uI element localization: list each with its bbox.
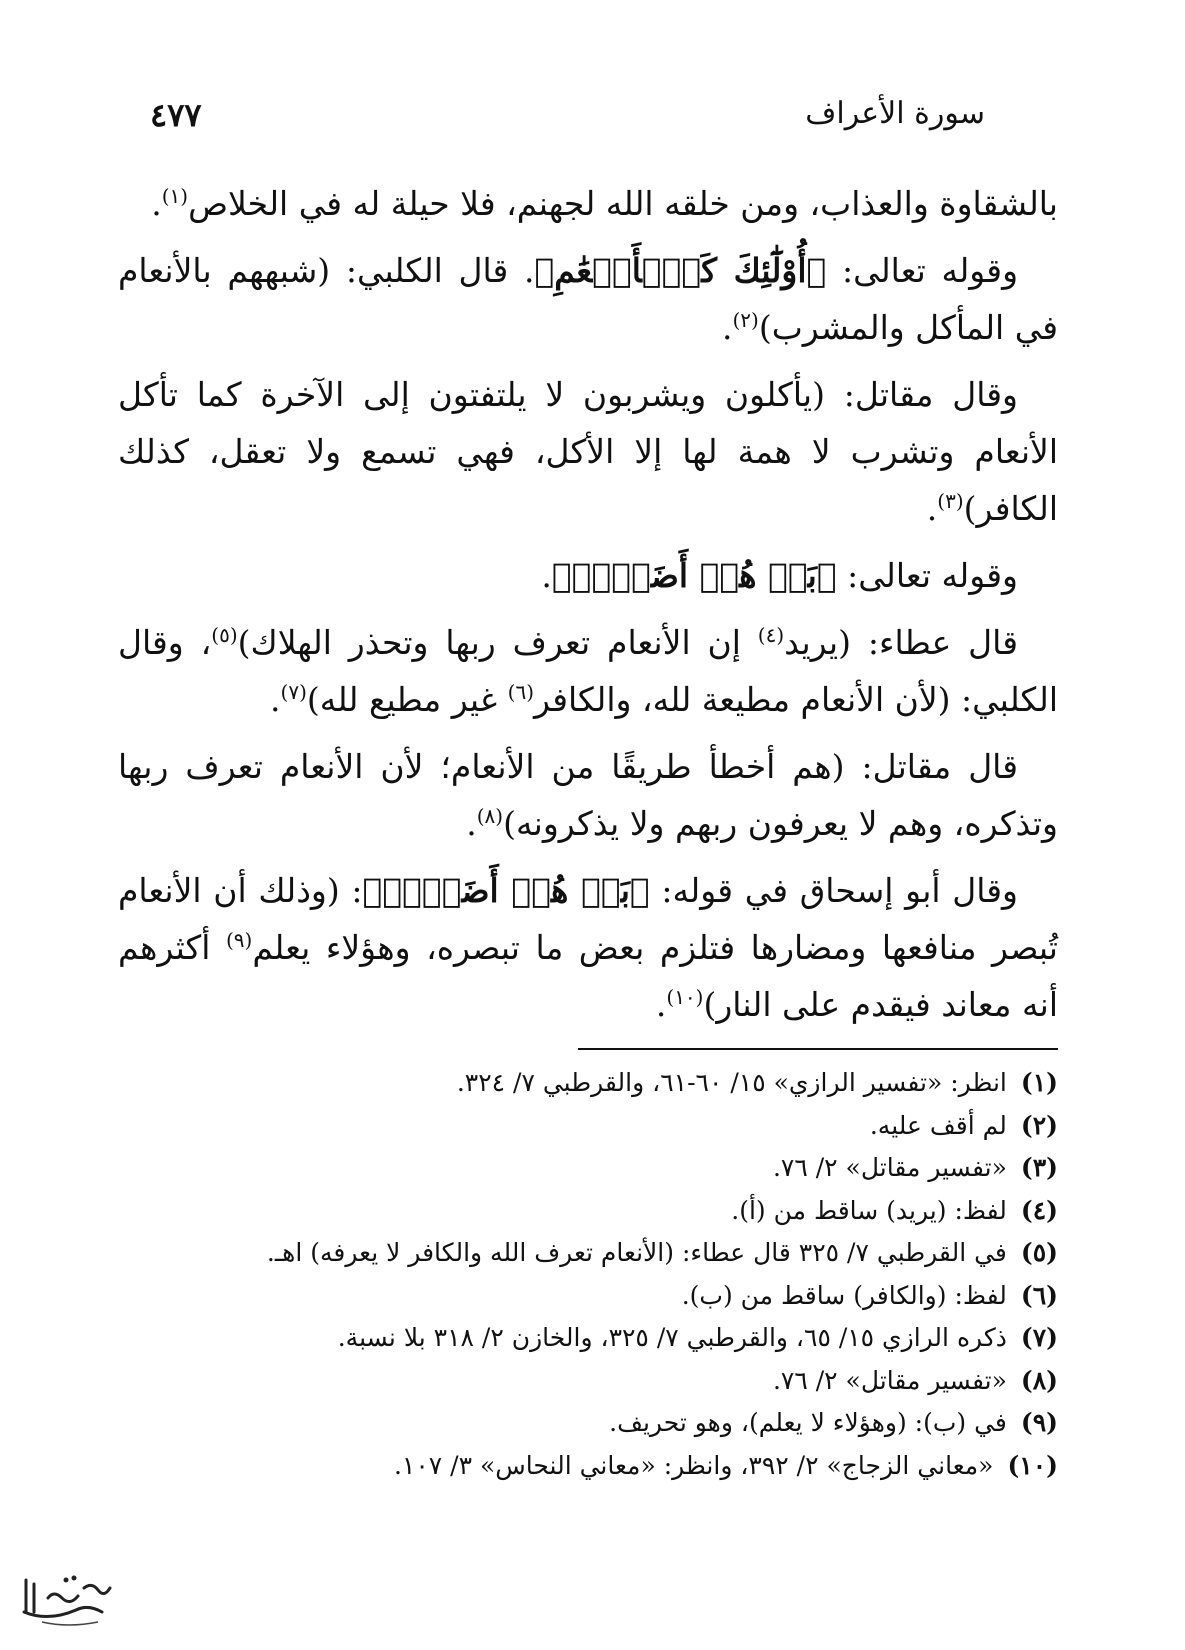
footnote-item — [118, 1445, 1058, 1488]
footnote-ref-9: (٩) — [225, 928, 253, 952]
footnote-number: (٨) — [1020, 1365, 1058, 1395]
text-span: وقوله تعالى: — [826, 251, 1019, 290]
footnote-number: (٦) — [1020, 1280, 1058, 1310]
calligraphy-logo-icon — [18, 1568, 118, 1630]
footnote-text: لفظ: (يريد) ساقط من (أ). — [731, 1195, 1007, 1225]
footnote-ref-10: (١٠) — [666, 985, 704, 1009]
text-span: : (وذلك أن الأنعام تُبصر منافعها ومضارها فتلزم بعض ما تبصره، وهؤلاء يعلم — [118, 871, 1058, 967]
footnote-text: انظر: «تفسير الرازي» ١٥/ ٦٠-٦١، والقرطبي ٧/ ٣٢٤. — [456, 1068, 1007, 1097]
text-span: وقال أبو إسحاق في قوله: — [649, 871, 1018, 910]
footnote-ref-5: (٥) — [211, 623, 238, 647]
footnote-number: (٣) — [1020, 1153, 1058, 1182]
footnote-item — [118, 1317, 1058, 1360]
quran-verse: ﴿أُوْلَٰٓئِكَ كَٱلۡأَنۡعَٰمِ﴾ — [534, 251, 827, 290]
footnote-number: (٢) — [1020, 1110, 1058, 1140]
paragraph-7 — [118, 862, 1058, 1033]
text-span: إن الأنعام تعرف ربها وتحذر الهلاك) — [237, 623, 758, 662]
text-span: وقال مقاتل: (يأكلون ويشربون لا يلتفتون إلى الآخرة كما تأكل الأنعام وتشرب لا همة لها إلا الأكل، فهي تسمع ولا تعقل، كذلك الكافر) — [118, 375, 1058, 528]
footnote-number: (١) — [1020, 1068, 1058, 1097]
text-span: ، وقال الكلبي: (لأن الأنعام مطيعة لله، والكافر — [118, 623, 1058, 719]
paragraph-5 — [118, 614, 1058, 728]
footnote-number: (٧) — [1020, 1323, 1058, 1352]
footnote-ref-8: (٨) — [476, 804, 504, 828]
footnote-item — [118, 1360, 1058, 1403]
footnote-text: ذكره الرازي ١٥/ ٦٥، والقرطبي ٧/ ٣٢٥، والخازن ٢/ ٣١٨ بلا نسبة. — [337, 1323, 1007, 1352]
footnote-number: (٥) — [1020, 1238, 1058, 1267]
main-text — [118, 175, 1058, 1043]
footnote-number: (٤) — [1020, 1195, 1058, 1225]
page-number: ٤٧٧ — [150, 96, 202, 134]
footnote-number: (٩) — [1020, 1408, 1058, 1437]
footnote-ref-6: (٦) — [507, 680, 535, 704]
paragraph-6 — [118, 738, 1058, 852]
paragraph-1 — [118, 175, 1058, 232]
footnote-ref-7: (٧) — [280, 680, 307, 704]
footnote-item — [118, 1147, 1058, 1190]
footnote-ref-4: (٤) — [757, 623, 785, 647]
text-span: . — [466, 804, 477, 843]
text-span: . — [721, 308, 733, 347]
page-header — [150, 96, 985, 146]
quran-verse: ﴿بَلۡ هُمۡ أَضَلُّۚ﴾ — [551, 556, 837, 595]
footnote-text: «تفسير مقاتل» ٢/ ٧٦. — [772, 1365, 1007, 1395]
footnote-item — [118, 1105, 1058, 1148]
paragraph-3 — [118, 366, 1058, 537]
text-span: . — [541, 556, 552, 595]
text-span: . قال الكلبي: (شبههم بالأنعام في المأكل والمشرب) — [118, 251, 1058, 347]
quran-verse: ﴿بَلۡ هُمۡ أَضَلُّۚ﴾ — [362, 871, 650, 910]
text-span: . — [151, 184, 162, 223]
surah-title: سورة الأعراف — [805, 96, 985, 131]
text-span: بالشقاوة والعذاب، ومن خلقه الله لجهنم، فلا حيلة له في الخلاص — [188, 184, 1058, 223]
text-span: . — [926, 489, 938, 528]
footnote-text: «معاني الزجاج» ٢/ ٣٩٢، وانظر: «معاني النحاس» ٣/ ١٠٧. — [393, 1450, 994, 1480]
footnote-ref-3: (٣) — [937, 489, 964, 513]
footnote-item — [118, 1190, 1058, 1233]
footnote-ref-2: (٢) — [732, 308, 759, 332]
footnotes — [118, 1062, 1058, 1487]
footnote-text: في القرطبي ٧/ ٣٢٥ قال عطاء: (الأنعام تعرف الله والكافر لا يعرفه) اهـ. — [266, 1238, 1007, 1267]
text-span: قال عطاء: (يريد — [784, 623, 1018, 662]
logo-graphic — [18, 1568, 118, 1630]
text-span: وقوله تعالى: — [836, 556, 1018, 595]
footnote-item — [118, 1402, 1058, 1445]
text-span: غير مطيع لله) — [306, 680, 508, 719]
paragraph-2 — [118, 242, 1058, 356]
footnote-item — [118, 1275, 1058, 1318]
text-span: قال مقاتل: (هم أخطأ طريقًا من الأنعام؛ لأن الأنعام تعرف ربها وتذكره، وهم لا يعرفون ربهم ولا يذكرونه) — [118, 747, 1058, 843]
footnote-item — [118, 1232, 1058, 1275]
text-span: . — [270, 680, 281, 719]
text-span: أكثرهم أنه معاند فيقدم على النار) — [118, 928, 1058, 1024]
footnote-text: «تفسير مقاتل» ٢/ ٧٦. — [772, 1153, 1007, 1182]
footnote-text: لفظ: (والكافر) ساقط من (ب). — [681, 1280, 1007, 1310]
footnote-text: لم أقف عليه. — [869, 1110, 1007, 1140]
paragraph-4 — [118, 547, 1058, 604]
footnote-number: (١٠) — [1007, 1450, 1058, 1480]
footnote-ref-1: (١) — [161, 184, 189, 208]
text-span: . — [655, 985, 667, 1024]
footnote-text: في (ب): (وهؤلاء لا يعلم)، وهو تحريف. — [609, 1408, 1007, 1437]
footnote-item — [118, 1062, 1058, 1105]
footnote-divider — [578, 1048, 1058, 1050]
